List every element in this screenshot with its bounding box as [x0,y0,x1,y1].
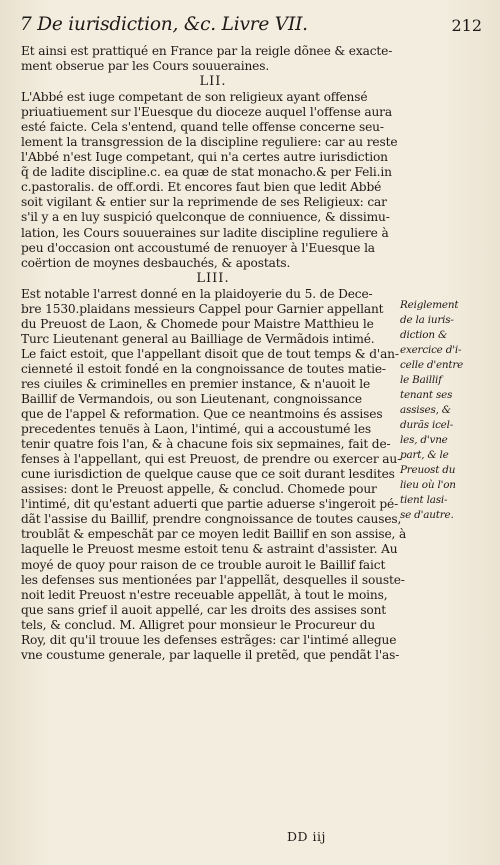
text-line: c.pastoralis. de off.ordi. Et encores faut bien que ledit Abbé [21,180,382,195]
text-line: laquelle le Preuost mesme estoit tenu & astraint d'assister. Au [21,542,398,557]
margin-note-line: le Baillif [400,374,442,386]
margin-note-line: tient lasi- [400,494,448,506]
text-line: l'intimé, dit qu'estant aduerti que partie aduerse s'ingeroit pé- [21,497,399,512]
text-line: coërtion de moynes desbauchés, & apostats. [21,255,291,270]
section-number: LII. [199,74,227,90]
text-line: Est notable l'arrest donné en la plaidoyerie du 5. de Dece- [21,286,373,301]
text-line: vne coustume generale, par laquelle il pretẽd, que pendãt l'as- [21,647,400,662]
margin-note-line: tenant ses [400,389,453,401]
text-line: troublãt & empeschãt par ce moyen ledit Baillif en son assise, à [21,527,407,542]
text-line: moyé de quoy pour raison de ce trouble auroit le Baillif faict [21,557,386,572]
text-line: assises: dont le Preuost appelle, & conclud. Chomede pour [21,482,377,497]
text-line: lation, les Cours souueraines sur ladite discipline reguliere à [21,225,389,240]
text-line: dãt l'assise du Baillif, prendre congnoissance de toutes causes, [21,512,402,527]
text-line: res ciuiles & criminelles en premier instance, & n'auoit le [21,376,371,391]
text-line: les defenses sus mentionées par l'appellãt, desquelles il souste- [21,572,405,587]
margin-note-line: celle d'entre [400,359,464,371]
text-line: Baillif de Vermandois, ou son Lieutenant, congnoissance [21,391,362,406]
margin-note-line: de la iuris- [400,314,454,326]
text-line: fenses à l'appellant, qui est Preuost, de prendre ou exercer au- [21,452,402,467]
text-line: precedentes tenuës à Laon, l'intimé, qui a accoustumé les [21,422,371,437]
text-line: priuatiuement sur l'Euesque du dioceze auquel l'offense aura [21,105,392,120]
margin-note-line: exercice d'i- [400,344,462,356]
page-number: 212 [451,16,482,35]
text-line: esté faicte. Cela s'entend, quand telle offense concerne seu- [21,120,384,135]
text-line: s'il y a en luy suspició quelconque de conniuence, & dissimu- [21,210,390,225]
text-line: peu d'occasion ont accoustumé de renuoyer à l'Euesque la [21,240,375,255]
margin-note [400,298,490,523]
text-line: cienneté il estoit fondé en la congnoissance de toutes matie- [21,361,386,376]
text-line: Et ainsi est prattiqué en France par la reigle dõnee & exacte- [21,44,393,58]
text-line: q̃ de ladite discipline.c. ea quæ de stat monacho.& per Feli.in [21,165,392,180]
margin-note-line: Reiglement [400,299,459,311]
text-line: que sans grief il auoit appellé, car les droits des assises sont [21,602,387,617]
text-line: du Preuost de Laon, & Chomede pour Maistre Matthieu le [21,316,374,331]
signature-mark: DD iij [287,829,326,844]
main-text [21,44,405,663]
margin-note-line: part, & le [400,449,449,461]
margin-note-line: assises, & [400,404,451,416]
margin-note-line: Preuost du [400,464,456,476]
section-number: LIII. [196,270,230,286]
text-line: cune iurisdiction de quelque cause que ce soit durant lesdites [21,467,395,482]
text-line: tels, & conclud. M. Alligret pour monsieur le Procureur du [21,617,376,632]
running-title: 7 De iurisdiction, &c. Livre VII. [20,14,308,35]
text-line: soit vigilant & entier sur la reprimende de ses Religieux: car [21,195,387,210]
text-line: Turc Lieutenant general au Bailliage de Vermãdois intimé. [21,331,375,346]
margin-note-line: durãs icel- [400,419,454,431]
text-line: Le faict estoit, que l'appellant disoit que de tout temps & d'an- [21,346,399,361]
text-line: tenir quatre fois l'an, & à chacune fois six sepmaines, fait de- [21,437,391,452]
margin-note-line: diction & [400,329,447,341]
text-line: bre 1530.plaidans messieurs Cappel pour Garnier appellant [21,301,384,316]
text-line: L'Abbé est iuge competant de son religieux ayant offensé [21,90,368,105]
margin-note-line: se d'autre. [400,509,454,521]
text-line: l'Abbé n'est Iuge competant, qui n'a certes autre iurisdiction [21,150,388,165]
margin-note-line: lieu où l'on [400,479,456,491]
text-line: Roy, dit qu'il trouue les defenses estrãges: car l'intimé allegue [21,632,397,647]
text-line: que de l'appel & reformation. Que ce neantmoins és assises [21,407,383,422]
text-line: noit ledit Preuost n'estre receuable appellãt, à tout le moins, [21,587,388,602]
margin-note-line: les, d'vne [400,434,448,446]
text-line: lement la transgression de la discipline reguliere: car au reste [21,135,398,150]
text-line: ment obserue par les Cours souueraines. [21,59,270,74]
running-header [20,14,482,40]
